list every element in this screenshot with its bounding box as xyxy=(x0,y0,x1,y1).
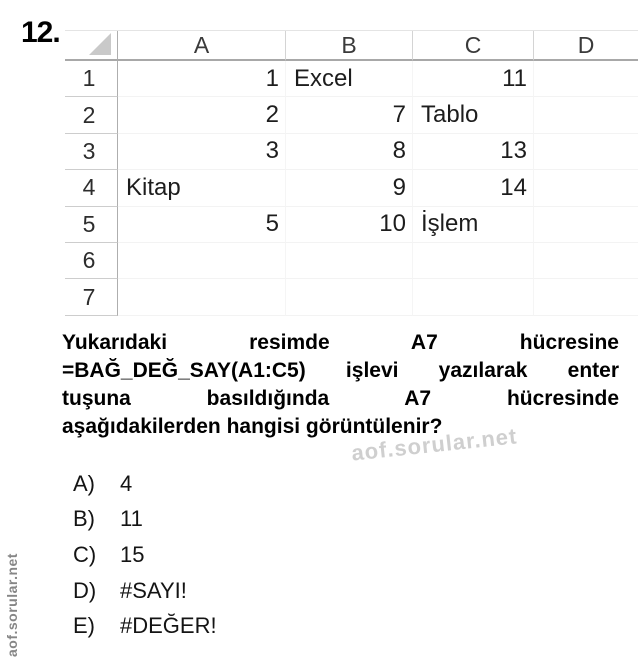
cell-a5: 5 xyxy=(118,207,285,243)
cell-d3 xyxy=(533,134,638,170)
cell-a1: 1 xyxy=(118,61,285,97)
option-b-value: 11 xyxy=(120,506,143,532)
question-line-1: Yukarıdaki resimde A7 hücresine xyxy=(62,331,619,354)
cell-c2: Tablo xyxy=(412,97,533,133)
question-number: 12. xyxy=(21,16,60,49)
option-e-letter: E) xyxy=(73,613,95,639)
column-header-c: C xyxy=(412,31,533,61)
column-header-d: D xyxy=(533,31,638,61)
cell-c4: 14 xyxy=(412,170,533,206)
cell-b6 xyxy=(285,243,412,279)
cell-a4: Kitap xyxy=(118,170,285,206)
option-e-value: #DEĞER! xyxy=(120,613,217,639)
column-header-b: B xyxy=(285,31,412,61)
option-b-letter: B) xyxy=(73,506,95,532)
option-c[interactable] xyxy=(73,537,217,573)
row-header-6: 6 xyxy=(65,243,118,279)
row-header-4: 4 xyxy=(65,170,118,206)
column-header-a: A xyxy=(118,31,285,61)
option-d-letter: D) xyxy=(73,577,97,603)
question-line-4: aşağıdakilerden hangisi görüntülenir? xyxy=(62,415,443,438)
row-header-7: 7 xyxy=(65,279,118,315)
answer-options xyxy=(73,466,217,644)
cell-b4: 9 xyxy=(285,170,412,206)
cell-a7 xyxy=(118,279,285,315)
select-all-icon xyxy=(89,33,111,55)
cell-d7 xyxy=(533,279,638,315)
option-d[interactable] xyxy=(73,573,217,609)
select-all-cell xyxy=(65,31,118,61)
option-d-value: #SAYI! xyxy=(120,577,187,603)
option-a-value: 4 xyxy=(120,470,133,496)
option-b[interactable] xyxy=(73,502,217,538)
row-header-3: 3 xyxy=(65,134,118,170)
option-a-letter: A) xyxy=(73,470,95,496)
cell-c1: 11 xyxy=(412,61,533,97)
cell-d1 xyxy=(533,61,638,97)
cell-b1: Excel xyxy=(285,61,412,97)
row-header-1: 1 xyxy=(65,61,118,97)
option-c-value: 15 xyxy=(120,541,145,567)
cell-b2: 7 xyxy=(285,97,412,133)
cell-d6 xyxy=(533,243,638,279)
row-header-5: 5 xyxy=(65,207,118,243)
cell-d4 xyxy=(533,170,638,206)
cell-d5 xyxy=(533,207,638,243)
cell-b5: 10 xyxy=(285,207,412,243)
cell-c3: 13 xyxy=(412,134,533,170)
watermark-left: aof.sorular.net xyxy=(4,553,20,657)
option-a[interactable] xyxy=(73,466,217,502)
question-text xyxy=(62,329,619,441)
cell-a3: 3 xyxy=(118,134,285,170)
option-e[interactable] xyxy=(73,608,217,644)
cell-c7 xyxy=(412,279,533,315)
cell-b3: 8 xyxy=(285,134,412,170)
watermark-center: aof.sorular.net xyxy=(350,423,519,466)
cell-a2: 2 xyxy=(118,97,285,133)
question-line-3: tuşuna basıldığında A7 hücresinde xyxy=(62,387,619,410)
cell-c6 xyxy=(412,243,533,279)
cell-d2 xyxy=(533,97,638,133)
cell-c5: İşlem xyxy=(412,207,533,243)
cell-b7 xyxy=(285,279,412,315)
row-header-2: 2 xyxy=(65,97,118,133)
cell-a6 xyxy=(118,243,285,279)
excel-spreadsheet xyxy=(65,30,638,316)
option-c-letter: C) xyxy=(73,541,97,567)
question-line-2: =BAĞ_DEĞ_SAY(A1:C5) işlevi yazılarak enter xyxy=(62,359,619,382)
